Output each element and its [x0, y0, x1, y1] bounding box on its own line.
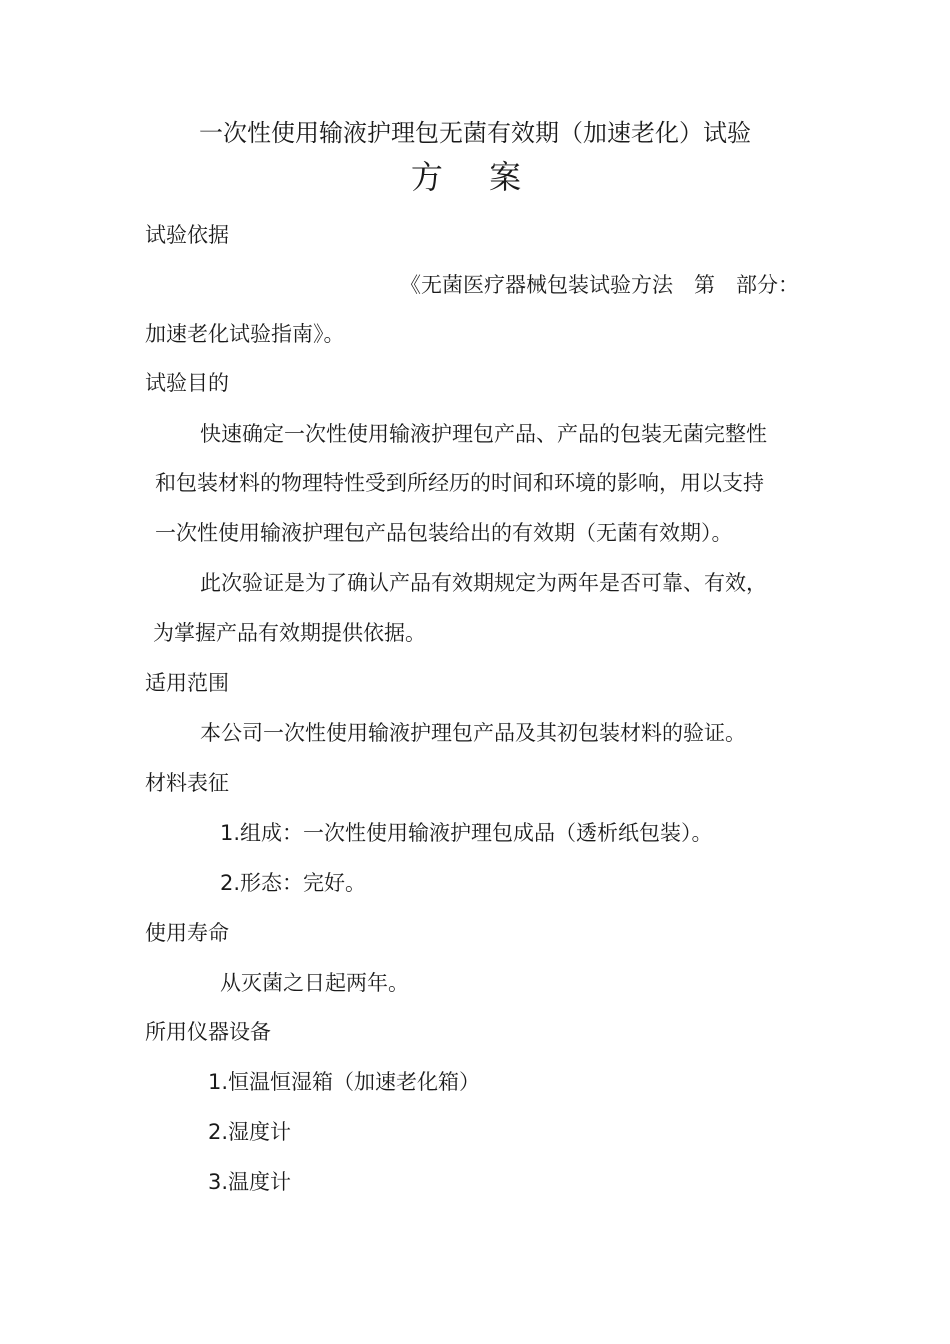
- section-heading-life: 使用寿命: [145, 921, 229, 945]
- equipment-item: [208, 1067, 480, 1097]
- material-item-1-number: 1.: [220, 821, 241, 845]
- title-line-2: 方 案: [410, 158, 540, 196]
- material-item-2-number: 2.: [220, 871, 241, 895]
- purpose-p1-line-1: 快速确定一次性使用输液护理包产品、产品的包装无菌完整性: [200, 422, 767, 446]
- purpose-p2-line-1: 此次验证是为了确认产品有效期规定为两年是否可靠、有效，: [200, 571, 767, 595]
- section-heading-equipment: 所用仪器设备: [145, 1020, 271, 1044]
- life-text: 从灭菌之日起两年。: [220, 971, 409, 995]
- equipment-item-3-text: 温度计: [228, 1170, 292, 1194]
- section-heading-basis: 试验依据: [145, 223, 229, 247]
- material-item-1: [220, 818, 713, 848]
- purpose-p1-line-3: 一次性使用输液护理包产品包装给出的有效期（无菌有效期）。: [155, 521, 733, 545]
- equipment-item-1-number: 1.: [208, 1070, 229, 1094]
- purpose-p1-line-2: 和包装材料的物理特性受到所经历的时间和环境的影响，用以支持: [155, 471, 764, 495]
- equipment-item-1-text: 恒温恒湿箱（加速老化箱）: [228, 1070, 481, 1094]
- material-item-2-text: 形态：完好。: [240, 871, 367, 895]
- material-item-2: [220, 868, 366, 898]
- equipment-item-2-number: 2.: [208, 1120, 229, 1144]
- equipment-item: [208, 1117, 291, 1147]
- equipment-item-3-number: 3.: [208, 1170, 229, 1194]
- equipment-item-2-text: 湿度计: [228, 1120, 292, 1144]
- purpose-p2-line-2: 为掌握产品有效期提供依据。: [153, 621, 426, 645]
- section-heading-material: 材料表征: [145, 771, 229, 795]
- title-line-1: 一次性使用输液护理包无菌有效期（加速老化）试验: [199, 119, 751, 147]
- scope-text: 本公司一次性使用输液护理包产品及其初包装材料的验证。: [200, 721, 746, 745]
- basis-text-line-2: 加速老化试验指南》。: [145, 322, 345, 346]
- basis-text-line-1: 《无菌医疗器械包装试验方法 第 部分：: [400, 273, 799, 297]
- section-heading-purpose: 试验目的: [145, 371, 229, 395]
- material-item-1-text: 组成：一次性使用输液护理包成品（透析纸包装）。: [240, 821, 713, 845]
- equipment-item: [208, 1167, 291, 1197]
- section-heading-scope: 适用范围: [145, 671, 229, 695]
